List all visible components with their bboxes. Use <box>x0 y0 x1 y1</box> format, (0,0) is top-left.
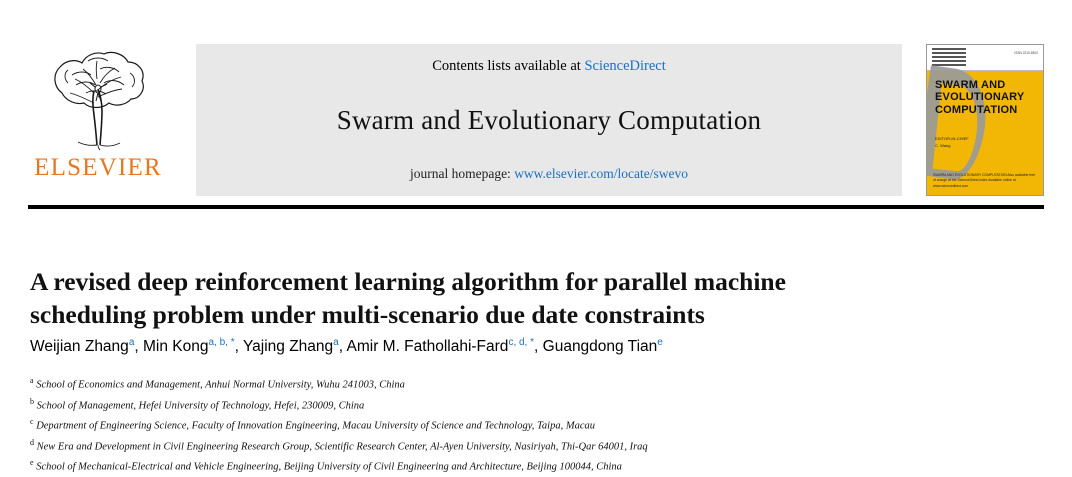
cover-issn: ISSN 2210-6502 <box>1014 51 1038 55</box>
affiliation-mark: d <box>30 437 34 447</box>
affiliation-mark: b <box>30 396 34 406</box>
affiliation-text: New Era and Development in Civil Engineering Research Group, Scientific Research Center, Al-Ayen University, Nasiriyah, Thi-Qar 64001, Iraq <box>36 441 648 453</box>
affiliation-item <box>30 436 1030 457</box>
journal-title: Swarm and Evolutionary Computation <box>336 105 762 135</box>
author-name: Min Kong <box>143 338 209 356</box>
affiliation-mark: c <box>30 417 34 427</box>
journal-cover-thumbnail <box>926 44 1044 196</box>
affiliation-item <box>30 374 1030 395</box>
elsevier-tree-icon <box>39 48 157 152</box>
elsevier-logo <box>28 44 168 196</box>
journal-masthead <box>28 44 1044 196</box>
author-name: Amir M. Fathollahi-Fard <box>346 338 509 356</box>
cover-editor-label: EDITOR-IN-CHIEF <box>935 136 969 142</box>
cover-bottom-text: SWARM AND EVOLUTIONARY COMPUTATION Also available free of charge at the ScienceDirect index Available online at www.sciencedirect.com <box>933 172 1036 188</box>
author-list: Weijian Zhang$^a$, Min Kong$^{a, b, *}$, Yajing Zhang$^a$, Amir M. Fathollahi-Fard$^{c, d, *}$, Guangdong Tian$^e$ <box>30 337 663 356</box>
cover-editor <box>935 136 969 149</box>
author-item <box>30 338 134 355</box>
affiliation-text: School of Mechanical-Electrical and Vehicle Engineering, Beijing University of Civil Engineering and Architecture, Beijing 100044, China <box>36 461 622 473</box>
author-affiliation-marks: c, d, * <box>508 337 535 348</box>
author-name: Yajing Zhang <box>242 338 334 356</box>
affiliation-mark: a <box>30 376 34 385</box>
cover-title: SWARM AND EVOLUTIONARY COMPUTATION <box>935 79 1025 116</box>
author-affiliation-marks: a, b, * <box>208 337 235 348</box>
affiliation-text: Department of Engineering Science, Faculty of Innovation Engineering, Macau University of Science and Technology, Taipa, Macau <box>36 420 595 432</box>
sciencedirect-link[interactable]: ScienceDirect <box>584 58 666 74</box>
cover-barcode-icon <box>932 48 966 68</box>
author-name: Weijian Zhang <box>30 338 129 356</box>
contents-line <box>432 58 666 75</box>
author-item <box>143 338 235 355</box>
journal-homepage-link[interactable]: www.elsevier.com/locate/swevo <box>514 166 689 181</box>
homepage-prefix: journal homepage: <box>409 166 511 181</box>
affiliation-list <box>30 374 1030 477</box>
author-affiliation-marks: a <box>333 337 339 348</box>
journal-band <box>196 44 902 196</box>
affiliation-text: School of Management, Hefei University of Technology, Hefei, 230009, China <box>36 400 365 412</box>
author-affiliation-marks: a <box>128 337 135 348</box>
author-item <box>543 338 663 355</box>
homepage-line <box>410 166 688 182</box>
affiliation-mark: e <box>30 458 34 468</box>
affiliation-item <box>30 395 1030 416</box>
author-item <box>347 338 535 355</box>
author-affiliation-marks: e <box>657 337 663 348</box>
affiliation-text: School of Economics and Management, Anhui Normal University, Wuhu 241003, China <box>36 379 405 391</box>
author-item <box>243 338 339 355</box>
contents-prefix: Contents lists available at <box>432 58 581 74</box>
elsevier-wordmark: ELSEVIER <box>34 154 162 181</box>
affiliation-item <box>30 415 1030 436</box>
page-title: A revised deep reinforcement learning algorithm for parallel machine scheduling problem under multi-scenario due date constraints <box>30 267 786 330</box>
header-divider <box>28 205 1044 209</box>
author-name: Guangdong Tian <box>542 338 658 356</box>
cover-editor-name: C. Wang <box>935 142 951 148</box>
affiliation-item <box>30 456 1030 477</box>
